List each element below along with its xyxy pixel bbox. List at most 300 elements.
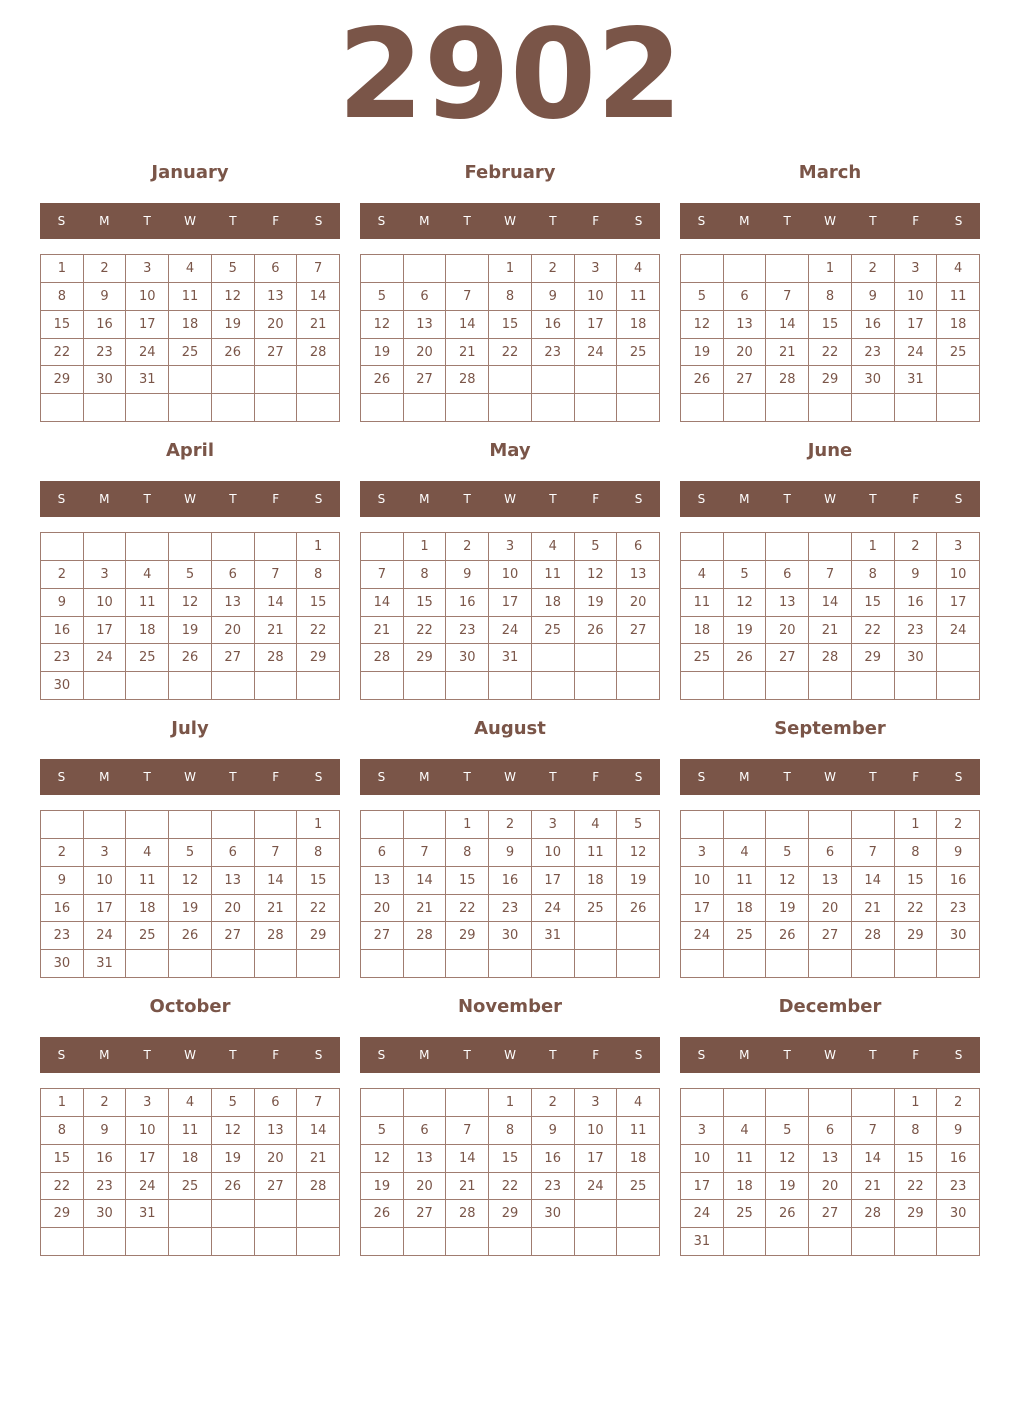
day-cell: 30 <box>41 950 84 978</box>
day-cell: 5 <box>361 1117 404 1145</box>
day-cell: 11 <box>126 867 169 895</box>
weekday-label: T <box>869 492 877 506</box>
empty-cell <box>361 394 404 422</box>
day-cell: 14 <box>446 311 489 339</box>
month-name: September <box>774 718 886 739</box>
empty-cell <box>681 533 724 561</box>
day-cell: 9 <box>84 283 127 311</box>
empty-cell <box>532 1228 575 1256</box>
weekday-label: S <box>57 214 66 228</box>
day-cell: 13 <box>361 867 404 895</box>
day-cell: 27 <box>361 922 404 950</box>
day-cell: 17 <box>681 895 724 923</box>
day-cell: 22 <box>41 339 84 367</box>
weekday-label: T <box>783 492 791 506</box>
empty-cell <box>852 394 895 422</box>
weekday-label: F <box>912 492 920 506</box>
day-grid <box>360 810 660 978</box>
empty-cell <box>617 644 660 672</box>
day-cell: 7 <box>255 839 298 867</box>
empty-cell <box>361 255 404 283</box>
day-grid <box>680 532 980 700</box>
weekday-label: S <box>954 214 963 228</box>
weekday-label: M <box>99 1048 110 1062</box>
empty-cell <box>41 1228 84 1256</box>
day-cell: 14 <box>297 283 340 311</box>
weekday-label: T <box>869 214 877 228</box>
day-cell: 22 <box>895 895 938 923</box>
day-cell: 26 <box>361 1200 404 1228</box>
day-cell: 30 <box>937 1200 980 1228</box>
day-cell: 24 <box>84 922 127 950</box>
day-cell: 8 <box>41 283 84 311</box>
empty-cell <box>489 366 532 394</box>
day-cell: 2 <box>84 1089 127 1117</box>
day-grid <box>680 810 980 978</box>
weekday-label: S <box>377 214 386 228</box>
day-cell: 29 <box>852 644 895 672</box>
weekday-label: W <box>824 214 836 228</box>
day-cell: 13 <box>404 1145 447 1173</box>
day-grid <box>360 254 660 422</box>
empty-cell <box>937 672 980 700</box>
day-cell: 20 <box>809 895 852 923</box>
month-august <box>360 714 660 984</box>
empty-cell <box>169 950 212 978</box>
weekday-label: S <box>634 492 643 506</box>
empty-cell <box>575 366 618 394</box>
day-cell: 14 <box>361 589 404 617</box>
day-cell: 20 <box>404 1173 447 1201</box>
empty-cell <box>724 1089 767 1117</box>
weekday-label: S <box>697 1048 706 1062</box>
empty-cell <box>404 255 447 283</box>
empty-cell <box>532 950 575 978</box>
empty-cell <box>681 672 724 700</box>
empty-cell <box>212 394 255 422</box>
weekday-label: S <box>954 770 963 784</box>
weekday-label: F <box>272 492 280 506</box>
weekday-label: T <box>143 214 151 228</box>
weekday-label: S <box>314 492 323 506</box>
day-cell: 6 <box>212 561 255 589</box>
day-cell: 26 <box>766 922 809 950</box>
day-cell: 19 <box>169 617 212 645</box>
day-cell: 7 <box>255 561 298 589</box>
day-cell: 17 <box>126 1145 169 1173</box>
empty-cell <box>681 394 724 422</box>
empty-cell <box>255 1228 298 1256</box>
day-cell: 3 <box>575 1089 618 1117</box>
day-cell: 8 <box>404 561 447 589</box>
day-cell: 10 <box>126 283 169 311</box>
day-cell: 4 <box>937 255 980 283</box>
weekday-label: S <box>697 770 706 784</box>
empty-cell <box>489 1228 532 1256</box>
month-may <box>360 436 660 706</box>
day-cell: 20 <box>809 1173 852 1201</box>
weekday-label: S <box>634 214 643 228</box>
empty-cell <box>681 255 724 283</box>
day-cell: 14 <box>852 867 895 895</box>
day-cell: 4 <box>532 533 575 561</box>
month-february <box>360 158 660 428</box>
day-cell: 22 <box>809 339 852 367</box>
empty-cell <box>575 1200 618 1228</box>
empty-cell <box>212 533 255 561</box>
empty-cell <box>937 950 980 978</box>
weekday-label: F <box>592 214 600 228</box>
empty-cell <box>212 1200 255 1228</box>
weekday-label: S <box>314 1048 323 1062</box>
day-cell: 16 <box>84 311 127 339</box>
weekday-label: T <box>143 492 151 506</box>
day-cell: 1 <box>489 1089 532 1117</box>
empty-cell <box>766 1089 809 1117</box>
day-cell: 6 <box>724 283 767 311</box>
empty-cell <box>84 394 127 422</box>
month-name: October <box>149 996 231 1017</box>
day-cell: 23 <box>937 1173 980 1201</box>
day-cell: 1 <box>489 255 532 283</box>
day-cell: 3 <box>681 839 724 867</box>
day-cell: 28 <box>404 922 447 950</box>
empty-cell <box>446 1228 489 1256</box>
day-cell: 19 <box>766 895 809 923</box>
day-cell: 25 <box>724 1200 767 1228</box>
empty-cell <box>212 672 255 700</box>
day-cell: 11 <box>575 839 618 867</box>
day-cell: 10 <box>532 839 575 867</box>
month-march <box>680 158 980 428</box>
empty-cell <box>681 950 724 978</box>
day-cell: 12 <box>724 589 767 617</box>
day-cell: 10 <box>84 589 127 617</box>
day-cell: 13 <box>255 1117 298 1145</box>
day-cell: 23 <box>937 895 980 923</box>
empty-cell <box>84 811 127 839</box>
month-december <box>680 992 980 1262</box>
day-cell: 20 <box>212 617 255 645</box>
weekday-label: W <box>184 214 196 228</box>
day-cell: 1 <box>895 1089 938 1117</box>
empty-cell <box>361 1089 404 1117</box>
month-june <box>680 436 980 706</box>
weekday-header <box>40 1037 340 1073</box>
day-cell: 6 <box>617 533 660 561</box>
empty-cell <box>169 1200 212 1228</box>
weekday-label: S <box>377 492 386 506</box>
day-cell: 22 <box>404 617 447 645</box>
day-cell: 29 <box>895 1200 938 1228</box>
day-cell: 2 <box>84 255 127 283</box>
empty-cell <box>41 811 84 839</box>
day-cell: 18 <box>169 1145 212 1173</box>
day-cell: 29 <box>446 922 489 950</box>
day-cell: 16 <box>446 589 489 617</box>
day-cell: 11 <box>724 867 767 895</box>
day-cell: 3 <box>681 1117 724 1145</box>
day-cell: 24 <box>575 1173 618 1201</box>
month-name: June <box>807 440 853 461</box>
day-cell: 5 <box>766 839 809 867</box>
day-cell: 8 <box>489 283 532 311</box>
day-cell: 24 <box>126 1173 169 1201</box>
day-cell: 11 <box>937 283 980 311</box>
day-cell: 28 <box>255 644 298 672</box>
day-cell: 9 <box>446 561 489 589</box>
empty-cell <box>852 672 895 700</box>
day-cell: 22 <box>41 1173 84 1201</box>
empty-cell <box>617 1228 660 1256</box>
empty-cell <box>169 672 212 700</box>
day-cell: 8 <box>297 839 340 867</box>
day-grid <box>360 1088 660 1256</box>
day-cell: 19 <box>212 311 255 339</box>
day-cell: 9 <box>895 561 938 589</box>
day-cell: 21 <box>852 895 895 923</box>
weekday-header <box>680 481 980 517</box>
day-cell: 31 <box>84 950 127 978</box>
day-cell: 11 <box>617 283 660 311</box>
day-cell: 7 <box>361 561 404 589</box>
day-cell: 8 <box>809 283 852 311</box>
day-cell: 23 <box>532 339 575 367</box>
day-cell: 9 <box>84 1117 127 1145</box>
empty-cell <box>681 1089 724 1117</box>
day-cell: 28 <box>297 339 340 367</box>
day-cell: 25 <box>126 644 169 672</box>
weekday-label: M <box>739 1048 750 1062</box>
empty-cell <box>361 672 404 700</box>
month-september <box>680 714 980 984</box>
day-cell: 11 <box>126 589 169 617</box>
day-cell: 17 <box>681 1173 724 1201</box>
day-cell: 11 <box>617 1117 660 1145</box>
day-cell: 26 <box>617 895 660 923</box>
day-cell: 8 <box>895 839 938 867</box>
day-cell: 28 <box>446 366 489 394</box>
day-cell: 25 <box>724 922 767 950</box>
day-cell: 17 <box>575 1145 618 1173</box>
day-cell: 12 <box>212 1117 255 1145</box>
month-october <box>40 992 340 1262</box>
weekday-label: T <box>229 214 237 228</box>
day-cell: 3 <box>575 255 618 283</box>
day-cell: 15 <box>852 589 895 617</box>
day-cell: 30 <box>41 672 84 700</box>
day-cell: 7 <box>852 839 895 867</box>
day-cell: 5 <box>212 1089 255 1117</box>
empty-cell <box>937 394 980 422</box>
weekday-label: T <box>143 770 151 784</box>
empty-cell <box>255 366 298 394</box>
day-cell: 19 <box>724 617 767 645</box>
weekday-header <box>360 1037 660 1073</box>
day-cell: 17 <box>126 311 169 339</box>
empty-cell <box>404 672 447 700</box>
empty-cell <box>126 1228 169 1256</box>
day-cell: 20 <box>724 339 767 367</box>
day-cell: 12 <box>766 867 809 895</box>
empty-cell <box>724 1228 767 1256</box>
weekday-label: M <box>419 1048 430 1062</box>
empty-cell <box>255 394 298 422</box>
day-cell: 12 <box>361 1145 404 1173</box>
day-cell: 16 <box>489 867 532 895</box>
day-cell: 6 <box>404 283 447 311</box>
day-grid <box>40 532 340 700</box>
empty-cell <box>809 950 852 978</box>
day-cell: 23 <box>895 617 938 645</box>
empty-cell <box>617 950 660 978</box>
day-cell: 9 <box>852 283 895 311</box>
day-cell: 24 <box>937 617 980 645</box>
day-cell: 17 <box>84 617 127 645</box>
weekday-label: M <box>739 492 750 506</box>
day-cell: 16 <box>41 617 84 645</box>
weekday-label: T <box>549 492 557 506</box>
day-cell: 19 <box>361 1173 404 1201</box>
weekday-label: M <box>99 770 110 784</box>
weekday-label: M <box>99 492 110 506</box>
day-cell: 18 <box>617 1145 660 1173</box>
empty-cell <box>404 811 447 839</box>
empty-cell <box>724 672 767 700</box>
weekday-label: F <box>272 770 280 784</box>
day-cell: 8 <box>852 561 895 589</box>
day-cell: 17 <box>489 589 532 617</box>
day-cell: 29 <box>297 922 340 950</box>
day-cell: 15 <box>809 311 852 339</box>
empty-cell <box>297 394 340 422</box>
day-cell: 28 <box>852 1200 895 1228</box>
empty-cell <box>575 394 618 422</box>
weekday-label: S <box>634 770 643 784</box>
day-cell: 10 <box>126 1117 169 1145</box>
weekday-label: S <box>697 492 706 506</box>
day-cell: 2 <box>937 811 980 839</box>
day-cell: 15 <box>895 1145 938 1173</box>
day-cell: 14 <box>766 311 809 339</box>
empty-cell <box>809 672 852 700</box>
day-cell: 12 <box>766 1145 809 1173</box>
day-cell: 18 <box>937 311 980 339</box>
empty-cell <box>297 366 340 394</box>
day-cell: 24 <box>126 339 169 367</box>
day-cell: 20 <box>212 895 255 923</box>
weekday-label: T <box>549 770 557 784</box>
month-name: November <box>457 996 563 1017</box>
empty-cell <box>404 950 447 978</box>
day-cell: 18 <box>126 895 169 923</box>
weekday-label: T <box>229 1048 237 1062</box>
empty-cell <box>212 1228 255 1256</box>
day-cell: 16 <box>852 311 895 339</box>
month-april <box>40 436 340 706</box>
day-cell: 7 <box>404 839 447 867</box>
weekday-label: T <box>869 1048 877 1062</box>
day-cell: 12 <box>575 561 618 589</box>
day-cell: 11 <box>681 589 724 617</box>
day-cell: 17 <box>937 589 980 617</box>
weekday-label: S <box>314 214 323 228</box>
empty-cell <box>404 394 447 422</box>
weekday-label: T <box>229 770 237 784</box>
day-cell: 16 <box>84 1145 127 1173</box>
day-cell: 25 <box>575 895 618 923</box>
day-cell: 27 <box>404 366 447 394</box>
empty-cell <box>84 533 127 561</box>
day-cell: 3 <box>895 255 938 283</box>
day-cell: 9 <box>937 1117 980 1145</box>
day-cell: 28 <box>852 922 895 950</box>
day-cell: 10 <box>489 561 532 589</box>
day-cell: 21 <box>255 895 298 923</box>
day-cell: 22 <box>489 339 532 367</box>
month-name: December <box>778 996 882 1017</box>
day-cell: 4 <box>169 1089 212 1117</box>
day-cell: 6 <box>809 1117 852 1145</box>
day-cell: 20 <box>255 1145 298 1173</box>
day-cell: 10 <box>895 283 938 311</box>
day-cell: 27 <box>809 922 852 950</box>
day-cell: 14 <box>297 1117 340 1145</box>
day-cell: 27 <box>809 1200 852 1228</box>
day-cell: 26 <box>575 617 618 645</box>
day-cell: 18 <box>169 311 212 339</box>
weekday-header <box>40 481 340 517</box>
day-cell: 7 <box>297 1089 340 1117</box>
day-cell: 8 <box>297 561 340 589</box>
day-cell: 30 <box>446 644 489 672</box>
day-cell: 14 <box>446 1145 489 1173</box>
day-cell: 3 <box>126 255 169 283</box>
day-cell: 28 <box>446 1200 489 1228</box>
day-cell: 2 <box>446 533 489 561</box>
day-grid <box>40 810 340 978</box>
empty-cell <box>809 533 852 561</box>
day-cell: 15 <box>41 311 84 339</box>
day-cell: 7 <box>766 283 809 311</box>
day-cell: 14 <box>852 1145 895 1173</box>
day-cell: 27 <box>212 644 255 672</box>
weekday-label: S <box>697 214 706 228</box>
day-cell: 19 <box>212 1145 255 1173</box>
empty-cell <box>169 366 212 394</box>
day-cell: 21 <box>809 617 852 645</box>
day-cell: 15 <box>895 867 938 895</box>
weekday-label: S <box>57 770 66 784</box>
empty-cell <box>895 394 938 422</box>
weekday-label: F <box>912 1048 920 1062</box>
day-cell: 26 <box>361 366 404 394</box>
empty-cell <box>489 950 532 978</box>
weekday-label: W <box>504 214 516 228</box>
day-cell: 8 <box>489 1117 532 1145</box>
empty-cell <box>212 811 255 839</box>
day-cell: 6 <box>809 839 852 867</box>
day-cell: 9 <box>532 283 575 311</box>
weekday-label: M <box>419 770 430 784</box>
month-name: May <box>489 440 531 461</box>
day-cell: 19 <box>575 589 618 617</box>
weekday-label: W <box>184 492 196 506</box>
empty-cell <box>809 811 852 839</box>
day-cell: 2 <box>489 811 532 839</box>
empty-cell <box>617 672 660 700</box>
weekday-label: S <box>954 492 963 506</box>
